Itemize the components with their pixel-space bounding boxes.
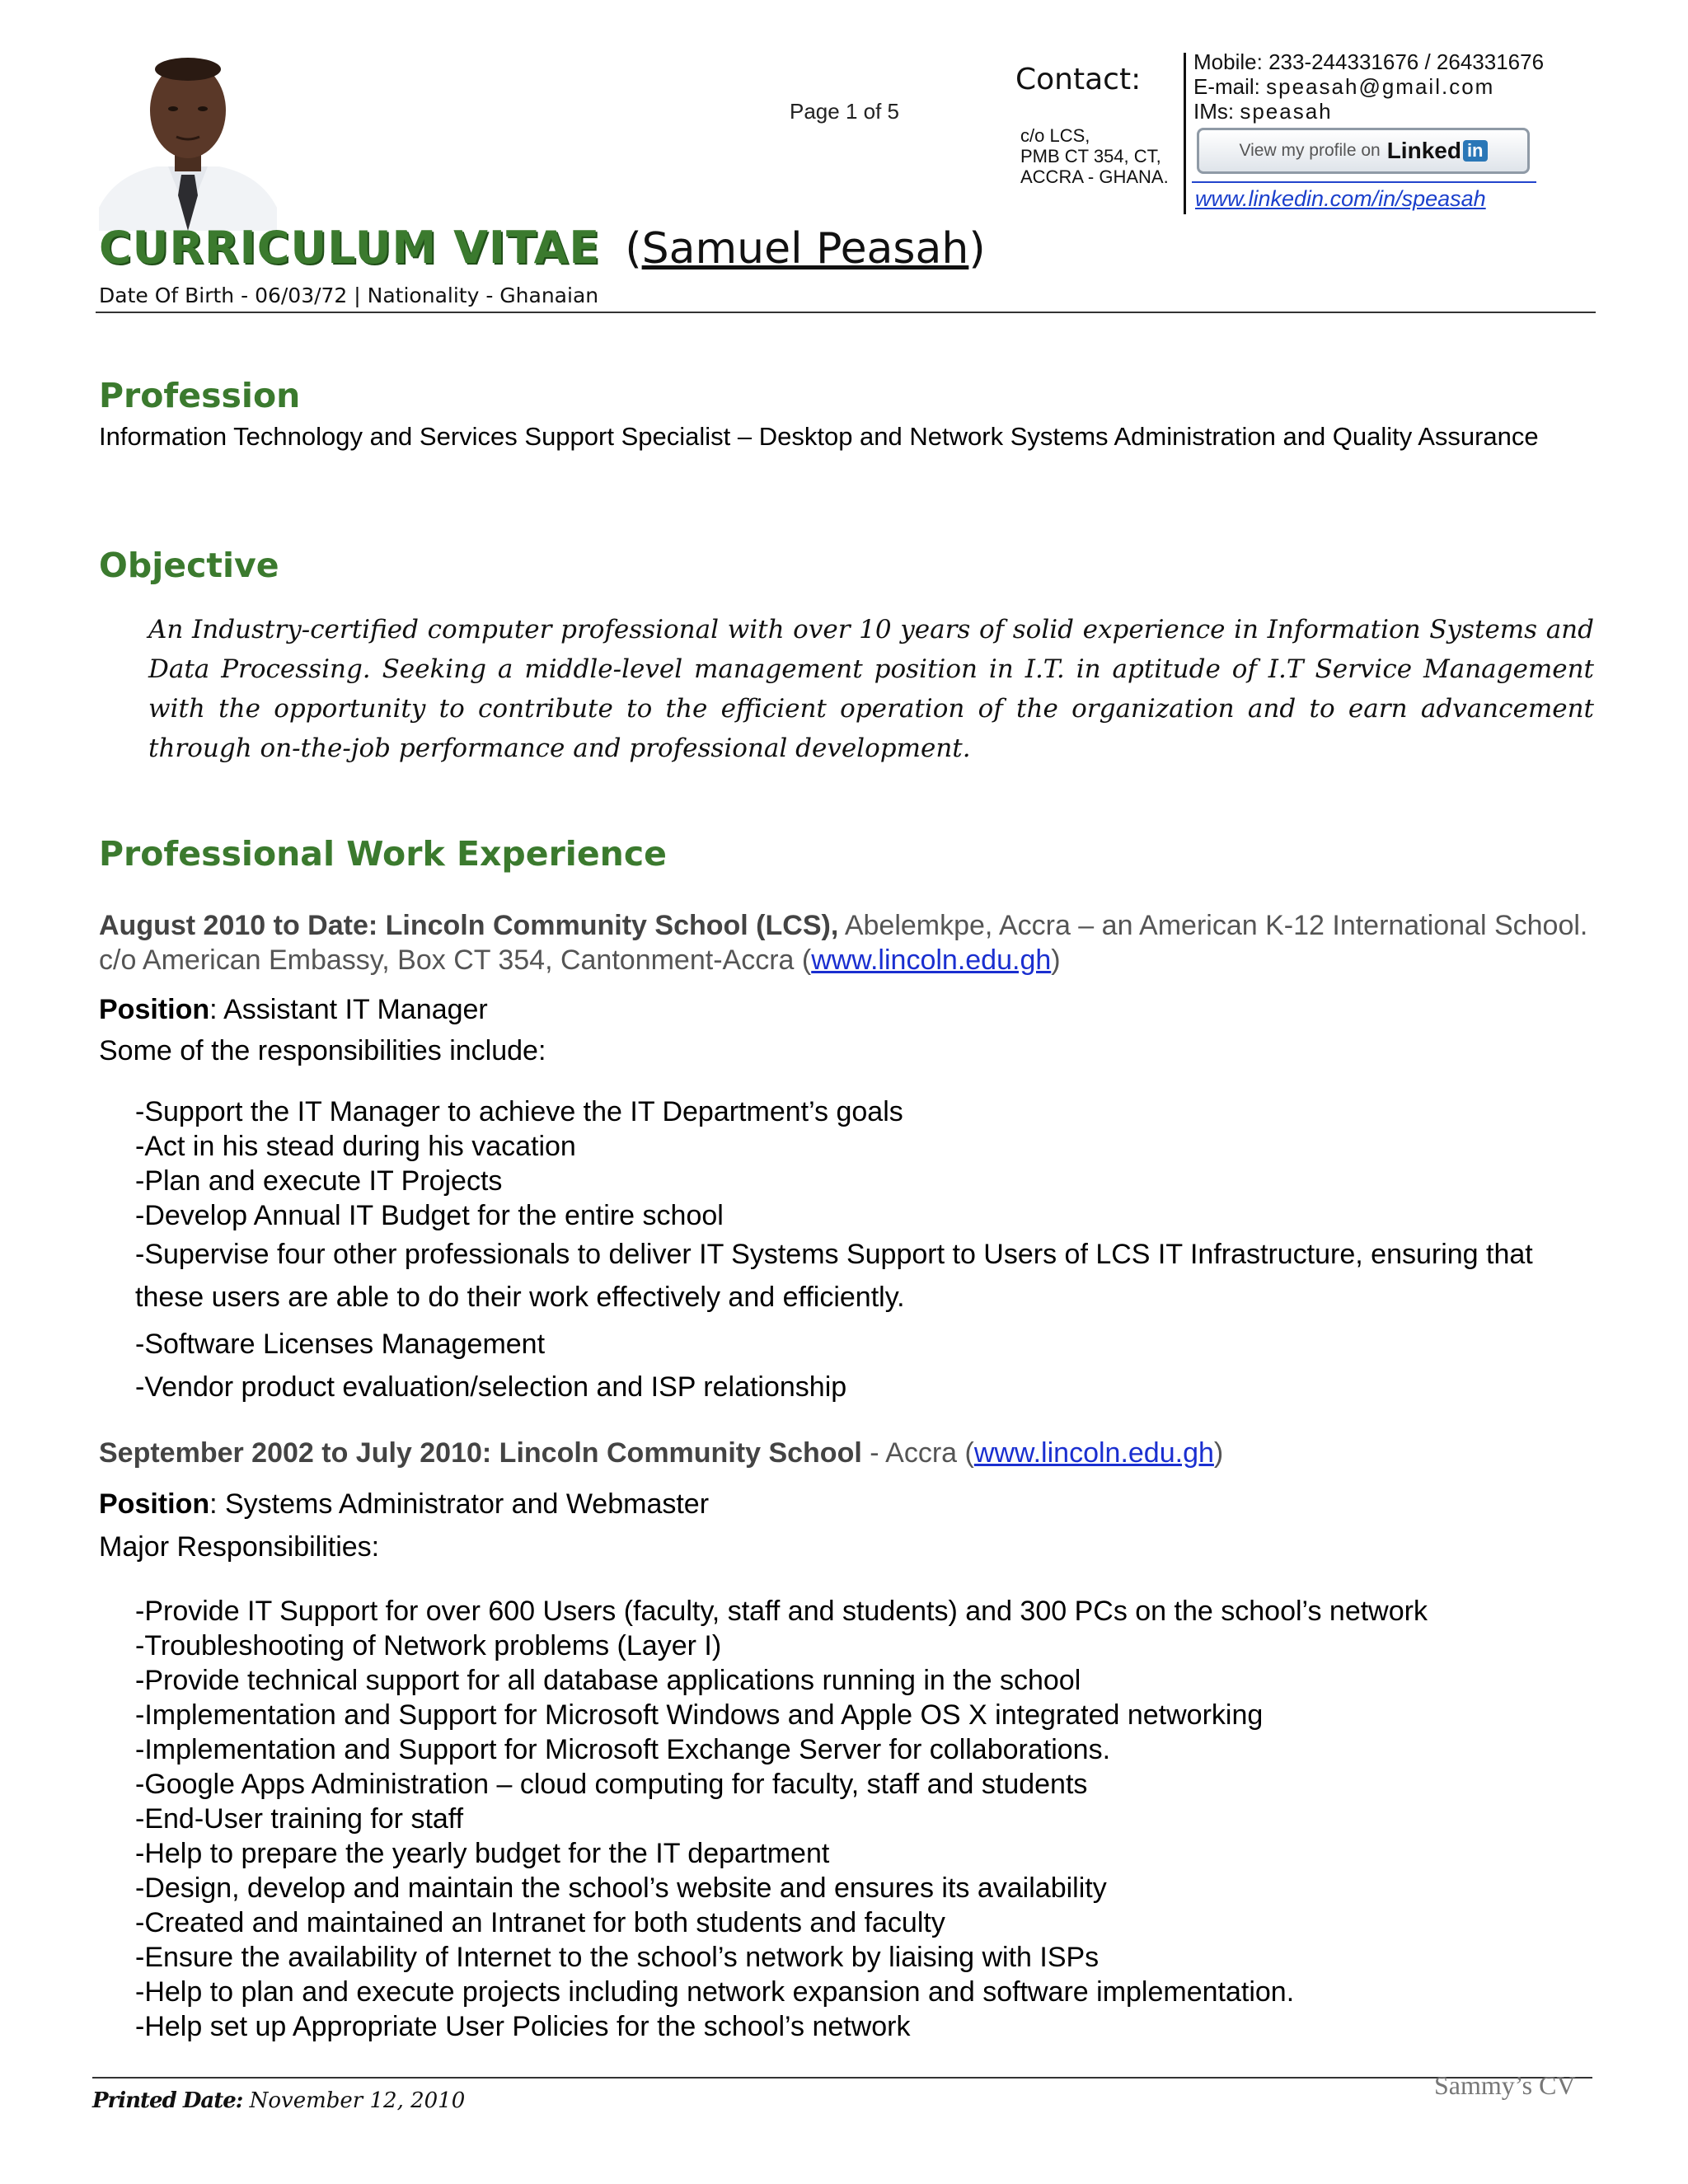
email-line	[1193, 74, 1544, 99]
list-item: -Plan and execute IT Projects	[135, 1165, 503, 1197]
footer-divider	[92, 2077, 1592, 2079]
contact-details	[1193, 49, 1544, 124]
list-item: -Ensure the availability of Internet to the school’s network by liaising with ISPs	[135, 1942, 1100, 1973]
profile-photo	[99, 51, 277, 231]
list-item: -Support the IT Manager to achieve the IT Department’s goals	[135, 1096, 903, 1127]
linkedin-url-link[interactable]: www.linkedin.com/in/speasah	[1195, 186, 1486, 211]
job-header	[99, 1436, 1599, 1470]
school-website-link[interactable]: www.lincoln.edu.gh	[811, 944, 1052, 976]
linkedin-underline	[1192, 181, 1536, 183]
address-line: ACCRA - GHANA.	[1020, 166, 1169, 187]
list-item: -Supervise four other professionals to deliver IT Systems Support to Users of LCS IT Infrastructure, ensuring that these users are able to do their work effectively and efficiently.	[135, 1239, 1533, 1313]
candidate-name-wrapper	[625, 224, 985, 274]
email-address[interactable]: speasah@gmail.com	[1266, 74, 1495, 99]
linkedin-badge-text: View my profile on	[1239, 141, 1381, 160]
list-item: -Provide IT Support for over 600 Users (faculty, staff and students) and 300 PCs on the school’s network	[135, 1596, 1428, 1627]
footer-title: Sammy’s CV	[1434, 2070, 1576, 2100]
job-details: Abelemkpe, Accra – an American K-12 International School. c/o American Embassy, Box CT 354, Cantonment-Accra (	[99, 910, 1588, 976]
address-block	[1020, 125, 1169, 187]
list-item: -Software Licenses Management	[135, 1329, 546, 1360]
position-label: Position	[99, 994, 210, 1025]
list-item: -Help to prepare the yearly budget for the IT department	[135, 1838, 830, 1869]
list-item: -Created and maintained an Intranet for both students and faculty	[135, 1907, 945, 1938]
list-item: -Act in his stead during his vacation	[135, 1131, 576, 1162]
job-details-end: )	[1213, 1437, 1224, 1469]
position-label: Position	[99, 1488, 210, 1520]
ims-handle: speasah	[1240, 99, 1333, 124]
profession-heading: Profession	[99, 376, 301, 415]
list-item: -Help set up Appropriate User Policies for the school’s network	[135, 2011, 911, 2042]
job-details: - Accra (	[861, 1437, 974, 1469]
responsibilities-intro: Some of the responsibilities include:	[99, 1035, 546, 1066]
candidate-name: Samuel Peasah	[641, 224, 969, 274]
work-experience-heading: Professional Work Experience	[99, 834, 667, 874]
contact-divider	[1184, 53, 1186, 214]
responsibilities-list	[135, 1594, 1602, 2044]
job-period-org: September 2002 to July 2010: Lincoln Community School	[99, 1437, 862, 1469]
job-period-org: August 2010 to Date: Lincoln Community School (LCS),	[99, 910, 839, 941]
printed-date-value: November 12, 2010	[242, 2088, 466, 2113]
list-item: -Provide technical support for all database applications running in the school	[135, 1665, 1081, 1696]
responsibilities-list	[135, 1094, 1586, 1404]
ims-line	[1193, 99, 1544, 124]
list-item: -Help to plan and execute projects including network expansion and software implementation.	[135, 1976, 1295, 2008]
list-item: -Implementation and Support for Microsoft Windows and Apple OS X integrated networking	[135, 1699, 1264, 1731]
list-item: -Develop Annual IT Budget for the entire school	[135, 1200, 724, 1231]
position-title: : Assistant IT Manager	[209, 994, 488, 1025]
paren-close: )	[968, 224, 986, 274]
header-divider	[96, 312, 1596, 313]
address-line: c/o LCS,	[1020, 125, 1090, 146]
linkedin-in-icon: in	[1463, 140, 1488, 162]
ims-label: IMs:	[1193, 99, 1235, 124]
linkedin-profile-button[interactable]	[1197, 128, 1530, 174]
objective-text: An Industry-certified computer professional with over 10 years of solid experience in Information Systems and Data Processing. Seeking a middle-level management position in I.T. in aptitude of I.T Service Management with the opportunity to contribute to the efficient operation of the organization and to earn advancement through on-the-job performance and professional development.	[148, 615, 1594, 763]
mobile-number: 233-244331676 / 264331676	[1268, 49, 1545, 74]
list-item: -Implementation and Support for Microsoft Exchange Server for collaborations.	[135, 1734, 1111, 1765]
address-line: PMB CT 354, CT,	[1020, 146, 1161, 166]
responsibilities-intro: Major Responsibilities:	[99, 1531, 380, 1563]
page-title	[99, 219, 986, 278]
mobile-label: Mobile:	[1193, 49, 1263, 74]
list-item: -Google Apps Administration – cloud computing for faculty, staff and students	[135, 1769, 1088, 1800]
job-details-end: )	[1051, 944, 1061, 976]
position-title: : Systems Administrator and Webmaster	[209, 1488, 710, 1520]
objective-heading: Objective	[99, 546, 279, 585]
page-number: Page 1 of 5	[790, 99, 899, 124]
email-label: E-mail:	[1193, 74, 1260, 99]
paren-open: (	[625, 224, 642, 274]
job-position	[99, 992, 488, 1027]
list-item: -End-User training for staff	[135, 1803, 464, 1835]
personal-info: Date Of Birth - 06/03/72 | Nationality - Ghanaian	[99, 284, 599, 307]
job-position	[99, 1487, 709, 1521]
list-item: -Vendor product evaluation/selection and ISP relationship	[135, 1371, 847, 1403]
profession-text: Information Technology and Services Support Specialist – Desktop and Network Systems Administration and Quality Assurance	[99, 422, 1539, 451]
printed-date-label: Printed Date:	[92, 2088, 243, 2113]
list-item: -Troubleshooting of Network problems (Layer I)	[135, 1630, 722, 1661]
school-website-link[interactable]: www.lincoln.edu.gh	[973, 1437, 1214, 1469]
linkedin-logo-text: Linked	[1386, 138, 1461, 163]
mobile-line	[1193, 49, 1544, 74]
list-item: -Design, develop and maintain the school’s website and ensures its availability	[135, 1872, 1107, 1904]
contact-label: Contact:	[1015, 63, 1142, 96]
cv-heading: CURRICULUM VITAE	[99, 222, 601, 274]
job-header	[99, 908, 1599, 977]
printed-date	[92, 2088, 465, 2113]
